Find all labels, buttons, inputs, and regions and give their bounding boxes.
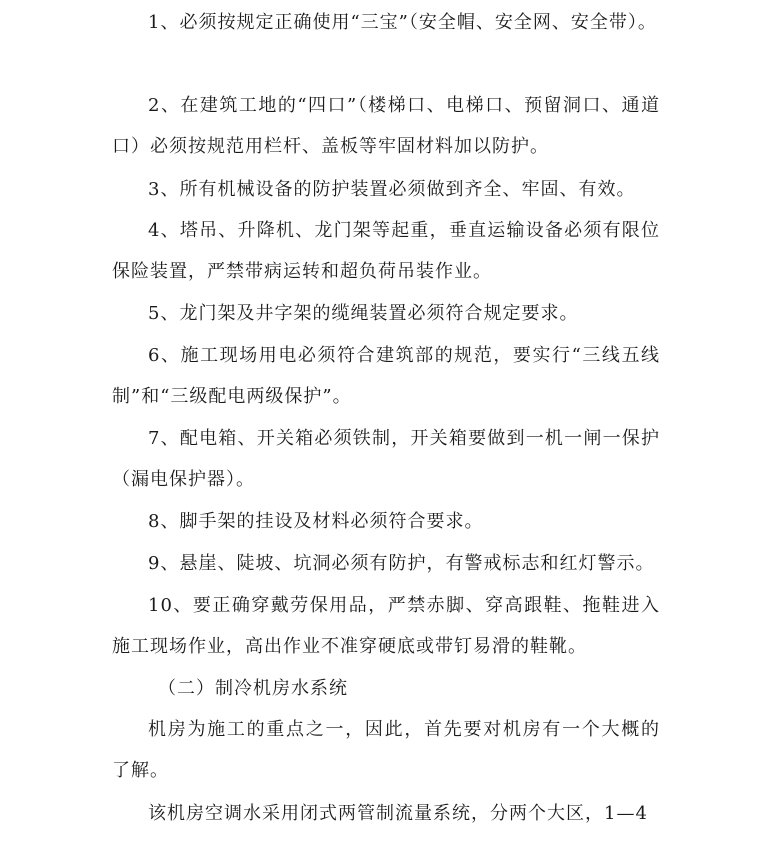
safety-item-1: 1、必须按规定正确使用“三宝”（安全帽、安全网、安全带）。 bbox=[148, 12, 657, 33]
section-heading: （二）制冷机房水系统 bbox=[158, 678, 348, 699]
safety-item-4: 4、塔吊、升降机、龙门架等起重，垂直运输设备必须有限位保险装置，严禁带病运转和超负荷吊装作业。 bbox=[112, 220, 660, 282]
body-paragraph-1: 机房为施工的重点之一，因此，首先要对机房有一个大概的了解。 bbox=[112, 719, 660, 781]
safety-item-9: 9、悬崖、陡坡、坑洞必须有防护，有警戒标志和红灯警示。 bbox=[148, 553, 655, 574]
safety-item-7: 7、配电箱、开关箱必须铁制，开关箱要做到一机一闸一保护（漏电保护器）。 bbox=[112, 428, 660, 490]
body-paragraph-2: 该机房空调水采用闭式两管制流量系统，分两个大区，1—4 bbox=[148, 803, 648, 824]
safety-item-8: 8、脚手架的挂设及材料必须符合要求。 bbox=[148, 511, 484, 532]
safety-item-3: 3、所有机械设备的防护装置必须做到齐全、牢固、有效。 bbox=[148, 179, 636, 200]
safety-item-2: 2、在建筑工地的“四口”（楼梯口、电梯口、预留洞口、通道口）必须按规范用栏杆、盖板等牢固材料加以防护。 bbox=[112, 95, 660, 157]
safety-item-6: 6、施工现场用电必须符合建筑部的规范，要实行“三线五线制”和“三级配电两级保护”。 bbox=[112, 345, 660, 407]
safety-item-5: 5、龙门架及井字架的缆绳装置必须符合规定要求。 bbox=[148, 303, 579, 324]
safety-item-10: 10、要正确穿戴劳保用品，严禁赤脚、穿高跟鞋、拖鞋进入施工现场作业，高出作业不准穿硬底或带钉易滑的鞋靴。 bbox=[112, 595, 660, 657]
